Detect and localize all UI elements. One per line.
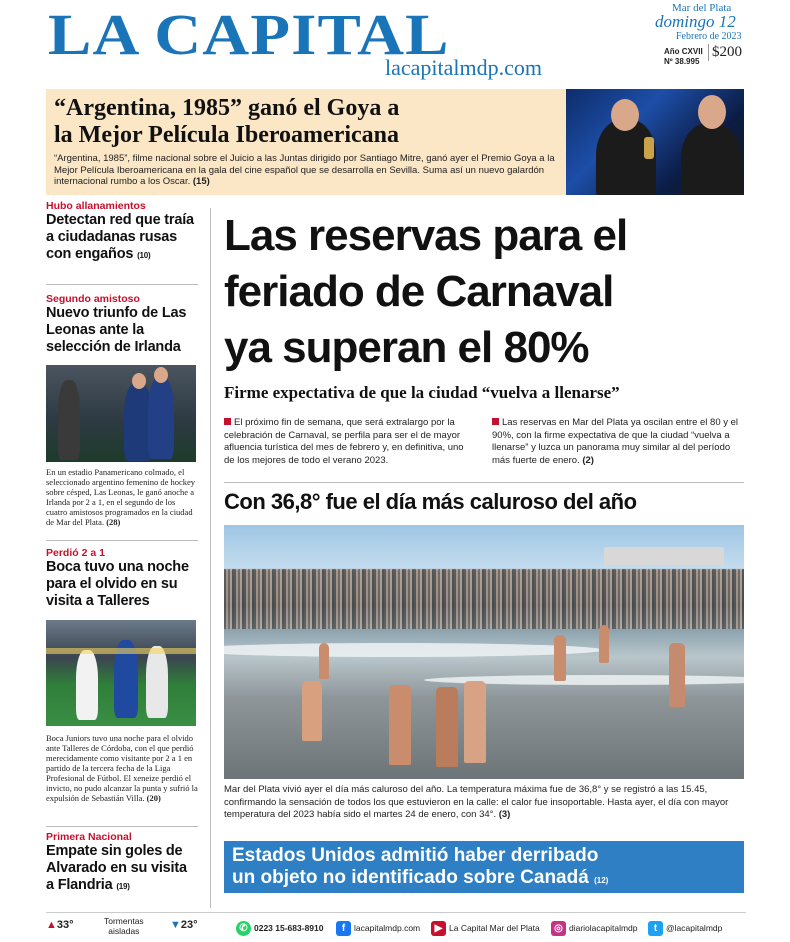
- weather-min: ▼23°: [170, 919, 198, 931]
- stadium-banner: [46, 648, 196, 654]
- story-kicker: Primera Nacional: [46, 831, 132, 843]
- edition-day: domingo 12: [655, 12, 736, 31]
- story-leonas[interactable]: [46, 285, 198, 356]
- column-divider: [210, 208, 211, 908]
- whatsapp-contact[interactable]: ✆ 0223 15-683-8910: [236, 921, 323, 936]
- photo-person: [669, 643, 685, 707]
- photo-player: [148, 377, 174, 459]
- goya-headline: [54, 95, 554, 149]
- photo-face: [132, 373, 146, 389]
- facebook-icon: f: [336, 921, 351, 936]
- hockey-photo: [46, 365, 196, 462]
- price: $200: [708, 44, 742, 61]
- heat-headline[interactable]: Con 36,8° fue el día más caluroso del año: [224, 489, 637, 514]
- goya-trophy-icon: [644, 137, 654, 159]
- goya-summary: [54, 153, 559, 188]
- newspaper-logo: LA CAPITAL: [48, 2, 450, 67]
- photo-wave: [224, 643, 604, 657]
- divider: [224, 482, 744, 483]
- goya-photo-face-1: [611, 99, 639, 131]
- photo-person: [554, 635, 566, 681]
- divider: [46, 540, 198, 541]
- story-kicker: Perdió 2 a 1: [46, 547, 105, 559]
- edition-year: Año CXVII: [664, 47, 703, 56]
- story-kicker: Segundo amistoso: [46, 293, 140, 305]
- main-headline-line3: ya superan el 80%: [224, 323, 589, 372]
- photo-person: [389, 685, 411, 765]
- main-headline-line1: Las reservas para el: [224, 211, 628, 260]
- instagram-icon: ◎: [551, 921, 566, 936]
- temp-up-icon: ▲: [46, 919, 57, 931]
- twitter-link[interactable]: t @lacapitalmdp: [648, 921, 722, 936]
- photo-player: [146, 646, 168, 718]
- youtube-icon: ▶: [431, 921, 446, 936]
- story-headline: Detectan red que traía a ciudadanas rusas con engaños (10): [46, 212, 194, 262]
- boca-caption: Boca Juniors tuvo una noche para el olvido ante Talleres de Córdoba, con el que perdió merecidamente como visitante por 2 a 1 en partido de la tercera fecha de la Liga Profesional de Fútbol. El xeneize perdió el invicto, no pudo alcanzar la punta y sufrió la expulsión de Sebastián Villa. (20): [46, 733, 198, 803]
- weather-forecast: Tormentas aisladas: [104, 916, 144, 936]
- photo-person: [436, 687, 458, 767]
- photo-player: [76, 650, 98, 720]
- bullet-square-icon: [224, 418, 231, 425]
- whatsapp-icon: ✆: [236, 921, 251, 936]
- photo-building: [604, 547, 724, 565]
- beach-photo: [224, 525, 744, 779]
- site-link[interactable]: f lacapitalmdp.com: [336, 921, 420, 936]
- bullet-square-icon: [492, 418, 499, 425]
- main-headline-line2: feriado de Carnaval: [224, 267, 614, 316]
- website-url[interactable]: lacapitalmdp.com: [385, 55, 542, 80]
- photo-person: [464, 681, 486, 763]
- goya-headline-line2: la Mejor Película Iberoamericana: [54, 122, 400, 148]
- goya-photo-face-2: [698, 95, 726, 129]
- photo-person: [599, 625, 609, 663]
- edition-month: Febrero de 2023: [676, 31, 742, 42]
- photo-crowd: [224, 569, 744, 629]
- story-headline: Empate sin goles de Alvarado en su visita a Flandria (19): [46, 843, 187, 893]
- story-allanamientos[interactable]: [46, 200, 198, 284]
- story-kicker: Hubo allanamientos: [46, 200, 146, 212]
- ufo-story[interactable]: [224, 841, 744, 893]
- leonas-caption: En un estadio Panamericano colmado, el seleccionado argentino femenino de hockey sobre césped, Las Leonas, le ganó anoche a Irlanda por 2 a 1, en el segundo de los cuatro amistosos programados en la ciudad de Mar del Plata. (28): [46, 467, 196, 527]
- instagram-link[interactable]: ◎ diariolacapitalmdp: [551, 921, 638, 936]
- heat-caption: Mar del Plata vivió ayer el día más caluroso del año. La temperatura máxima fue de 36,8° y se registró a las 15.45, confirmando la sensación de todos los que estuvieron en la calle: el calor fue insoportable. Hasta ayer, el día con mayor temperatura del 2023 había sido el martes 24 de enero, con 34°. (3): [224, 784, 729, 820]
- photo-face: [154, 367, 168, 383]
- edition-info: [664, 47, 703, 67]
- story-headline: Nuevo triunfo de Las Leonas ante la selección de Irlanda: [46, 305, 187, 355]
- twitter-icon: t: [648, 921, 663, 936]
- goya-page-ref: (15): [192, 176, 210, 187]
- goya-headline-line1: “Argentina, 1985” ganó el Goya a: [54, 95, 400, 121]
- photo-player: [58, 380, 80, 460]
- left-column: [46, 200, 198, 356]
- main-body-left: El próximo fin de semana, que será extralargo por la celebración de Carnaval, se perfila para ser el de mayor afluencia turística del mes de febrero y, en definitiva, uno de los mejores de todo el verano 2023.: [224, 417, 464, 466]
- goya-story[interactable]: [46, 89, 566, 195]
- edition-city: Mar del Plata: [672, 2, 732, 14]
- goya-summary-text: “Argentina, 1985”, filme nacional sobre el Juicio a las Juntas dirigido por Santiago Mitre, ganó ayer el Premio Goya a la Mejor Película Iberoamericana en la gala del cine español que se desarrolla en Sevilla. Suma así un nuevo galardón internacional rumbo a los Oscar.: [54, 153, 555, 187]
- main-headline[interactable]: [224, 208, 744, 376]
- story-alvarado[interactable]: [46, 831, 198, 895]
- ufo-headline: Estados Unidos admitió haber derribado un objeto no identificado sobre Canadá (12): [232, 845, 609, 888]
- facebook-link[interactable]: ▶ La Capital Mar del Plata: [431, 921, 540, 936]
- boca-photo: [46, 620, 196, 726]
- temp-down-icon: ▼: [170, 919, 181, 931]
- main-subhead: Firme expectativa de que la ciudad “vuelva a llenarse”: [224, 383, 620, 402]
- story-boca[interactable]: [46, 547, 198, 610]
- divider: [46, 826, 198, 827]
- photo-person: [302, 681, 322, 741]
- main-body-right: Las reservas en Mar del Plata ya oscilan entre el 80 y el 90%, con la firme expectativa de que la ciudad “vuelva a llenarse” y luzca un panorama muy similar al del período más fuerte de enero. (2): [492, 417, 739, 466]
- photo-person: [319, 643, 329, 679]
- goya-photo-figure-2: [681, 123, 741, 195]
- footer-bar: [46, 912, 746, 942]
- edition-number: Nº 38.995: [664, 57, 700, 66]
- weather-max: ▲33°: [46, 919, 74, 931]
- goya-photo: [566, 89, 744, 195]
- story-headline: Boca tuvo una noche para el olvido en su visita a Talleres: [46, 559, 189, 609]
